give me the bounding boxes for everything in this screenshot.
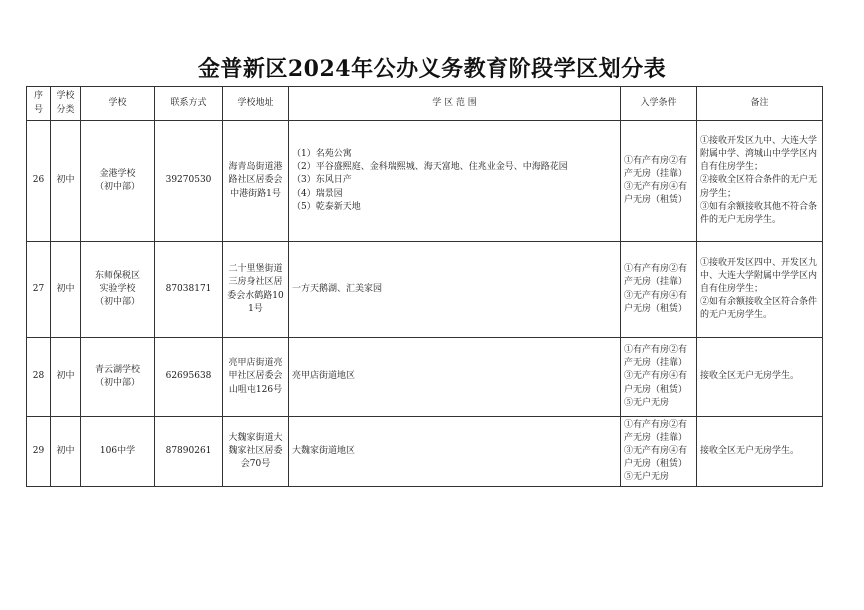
admission-conditions: ①有产有房②有产无房（挂靠） ③无产有房④有户无房（租赁） ⑤无户无房 bbox=[621, 417, 697, 487]
school-district-table bbox=[26, 86, 823, 487]
header-no: 序号 bbox=[27, 87, 51, 121]
header-address: 学校地址 bbox=[223, 87, 289, 121]
school-phone: 39270530 bbox=[155, 121, 223, 242]
school-name: 金港学校 （初中部） bbox=[81, 121, 155, 242]
table-row bbox=[27, 121, 823, 242]
school-type: 初中 bbox=[51, 338, 81, 417]
header-phone: 联系方式 bbox=[155, 87, 223, 121]
header-scope: 学 区 范 围 bbox=[289, 87, 621, 121]
school-name: 106中学 bbox=[81, 417, 155, 487]
school-name: 东师保税区 实验学校 （初中部） bbox=[81, 242, 155, 338]
table-header-row bbox=[27, 87, 823, 121]
header-school: 学校 bbox=[81, 87, 155, 121]
school-phone: 62695638 bbox=[155, 338, 223, 417]
district-scope: 亮甲店街道地区 bbox=[289, 338, 621, 417]
header-type: 学校分类 bbox=[51, 87, 81, 121]
remarks: 接收全区无户无房学生。 bbox=[697, 417, 823, 487]
row-number: 27 bbox=[27, 242, 51, 338]
district-scope: （1）名苑公寓 （2）平谷盛熙庭、金科瑞熙城、海天富地、住兆业金号、中海路花园 （3）东风日产 （4）瑞景园 （5）乾泰新天地 bbox=[289, 121, 621, 242]
admission-conditions: ①有产有房②有产无房（挂靠） ③无产有房④有户无房（租赁） ⑤无户无房 bbox=[621, 338, 697, 417]
remarks: ①接收开发区九中、大连大学附属中学、湾城山中学学区内自有住房学生； ②接收全区符合条件的无户无房学生； ③如有余额接收其他不符合条件的无户无房学生。 bbox=[697, 121, 823, 242]
header-conditions: 入学条件 bbox=[621, 87, 697, 121]
school-address: 海青岛街道港路社区居委会中港街路1号 bbox=[223, 121, 289, 242]
remarks: ①接收开发区四中、开发区九中、大连大学附属中学学区内自有住房学生； ②如有余额接收全区符合条件的无户无房学生。 bbox=[697, 242, 823, 338]
school-name: 青云湖学校 （初中部） bbox=[81, 338, 155, 417]
remarks: 接收全区无户无房学生。 bbox=[697, 338, 823, 417]
header-notes: 备注 bbox=[697, 87, 823, 121]
school-phone: 87038171 bbox=[155, 242, 223, 338]
school-address: 亮甲店街道亮甲社区居委会山咀屯126号 bbox=[223, 338, 289, 417]
school-phone: 87890261 bbox=[155, 417, 223, 487]
table-row bbox=[27, 417, 823, 487]
document-title: 金普新区2024年公办义务教育阶段学区划分表 bbox=[197, 56, 667, 82]
district-scope: 大魏家街道地区 bbox=[289, 417, 621, 487]
school-type: 初中 bbox=[51, 417, 81, 487]
admission-conditions: ①有产有房②有产无房（挂靠） ③无产有房④有户无房（租赁） bbox=[621, 121, 697, 242]
school-address: 大魏家街道大魏家社区居委会70号 bbox=[223, 417, 289, 487]
row-number: 28 bbox=[27, 338, 51, 417]
table-row bbox=[27, 338, 823, 417]
admission-conditions: ①有产有房②有产无房（挂靠） ③无产有房④有户无房（租赁） bbox=[621, 242, 697, 338]
school-address: 二十里堡街道三房身社区居委会水鹤路101号 bbox=[223, 242, 289, 338]
row-number: 29 bbox=[27, 417, 51, 487]
school-type: 初中 bbox=[51, 121, 81, 242]
school-type: 初中 bbox=[51, 242, 81, 338]
table-row bbox=[27, 242, 823, 338]
district-scope: 一方天鹅湖、汇美家园 bbox=[289, 242, 621, 338]
row-number: 26 bbox=[27, 121, 51, 242]
